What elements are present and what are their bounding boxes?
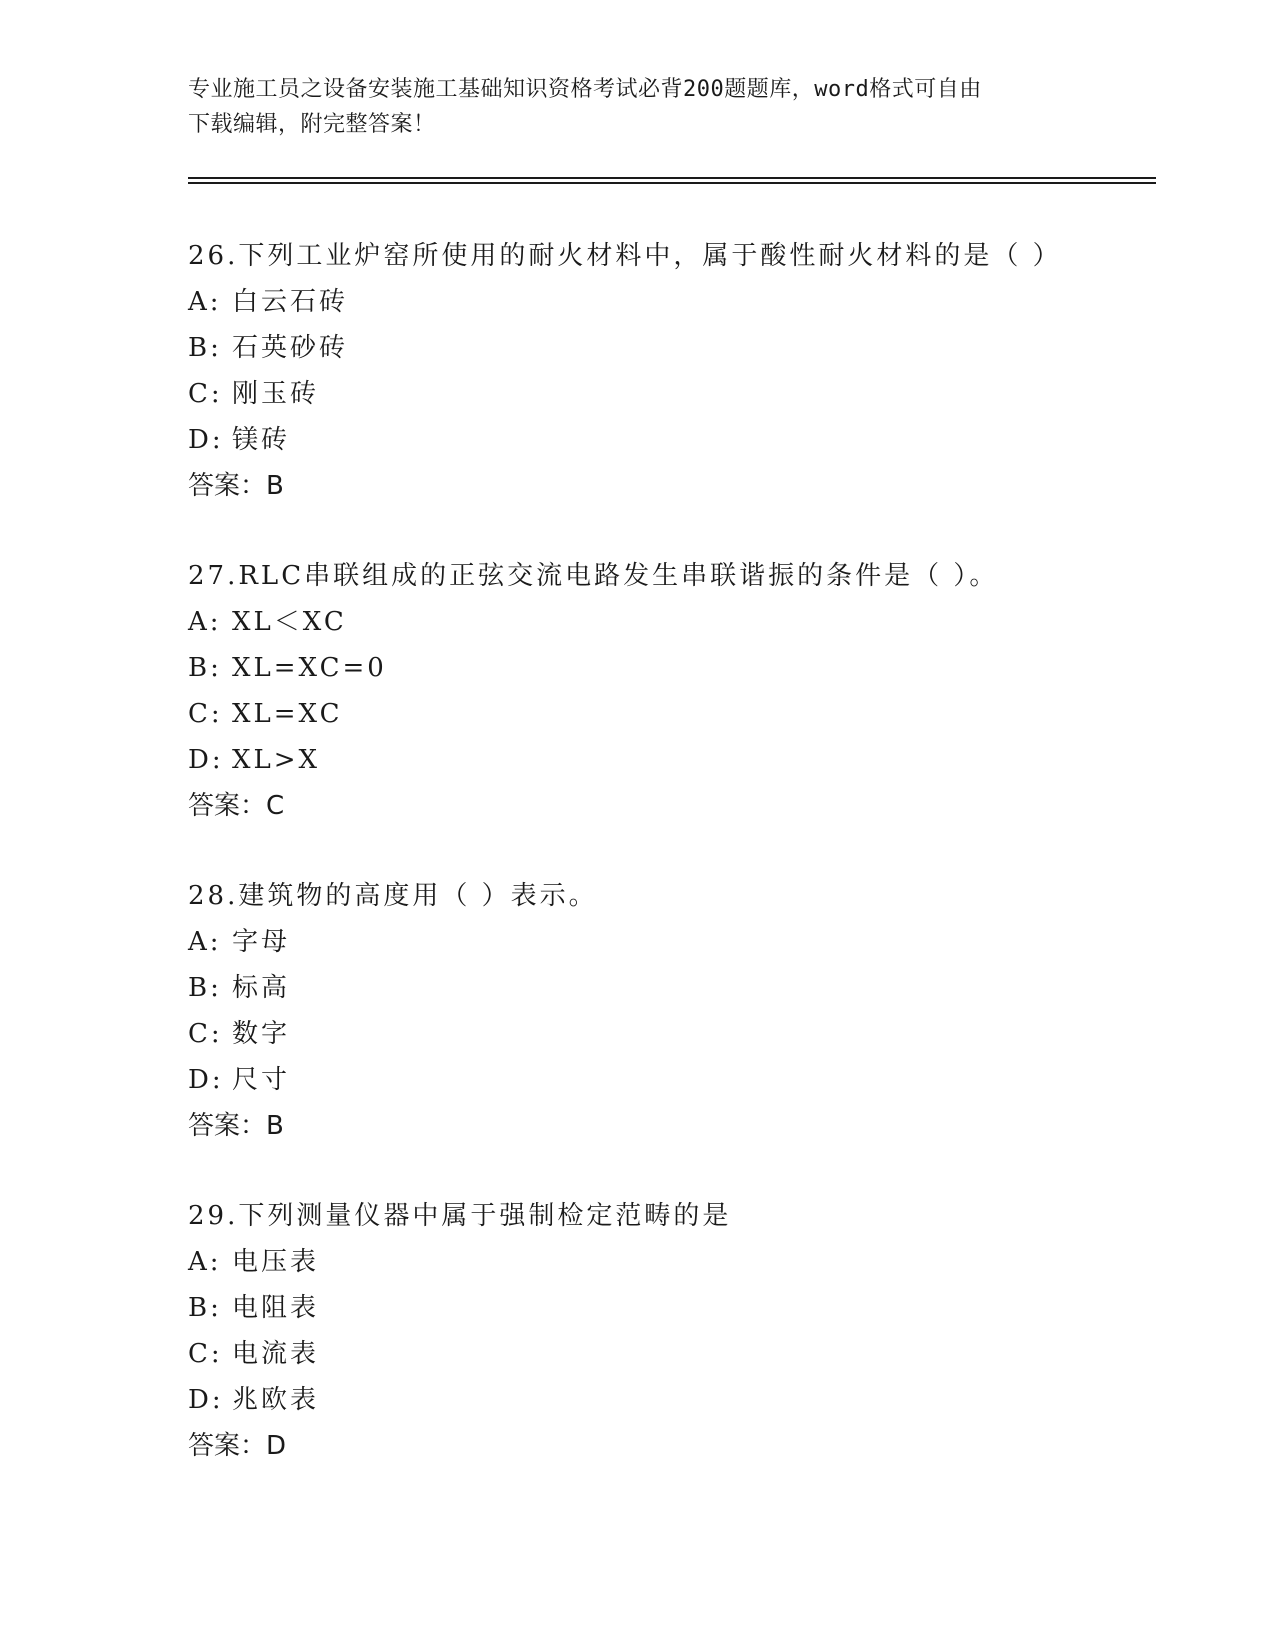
option-text: 数字 (232, 1019, 291, 1049)
option-text: 镁砖 (232, 425, 291, 455)
option-b (188, 325, 1148, 371)
header-divider-top (188, 177, 1156, 179)
option-c (188, 1011, 1148, 1057)
option-text: 兆欧表 (232, 1385, 320, 1415)
option-text: XL>X (232, 745, 321, 775)
option-a (188, 919, 1148, 965)
option-text: 字母 (232, 927, 291, 957)
option-letter: D: (188, 1065, 224, 1095)
option-text: 电流表 (232, 1339, 320, 1369)
question-block (188, 1193, 1148, 1469)
option-letter: B: (188, 653, 222, 683)
option-letter: C: (188, 379, 223, 409)
question-stem: 29.下列测量仪器中属于强制检定范畴的是 (188, 1201, 732, 1231)
option-a (188, 1239, 1148, 1285)
question-stem: 28.建筑物的高度用（ ）表示。 (188, 881, 598, 911)
option-letter: B: (188, 333, 222, 363)
option-letter: A: (188, 607, 222, 637)
option-letter: D: (188, 425, 224, 455)
option-b (188, 1285, 1148, 1331)
option-text: 电阻表 (232, 1293, 320, 1323)
header-line-2: 下载编辑，附完整答案！ (188, 112, 436, 137)
option-letter: A: (188, 927, 222, 957)
option-a (188, 279, 1148, 325)
question-block (188, 553, 1148, 829)
option-c (188, 1331, 1148, 1377)
header-divider-bottom (188, 182, 1156, 184)
answer-line: 答案：D (188, 1431, 287, 1461)
option-a (188, 599, 1148, 645)
option-letter: C: (188, 1019, 223, 1049)
option-c (188, 691, 1148, 737)
option-text: 电压表 (232, 1247, 320, 1277)
option-d (188, 737, 1148, 783)
option-c (188, 371, 1148, 417)
header-line-1: 专业施工员之设备安装施工基础知识资格考试必背200题题库，word格式可自由 (188, 77, 982, 102)
option-text: 石英砂砖 (232, 333, 349, 363)
option-d (188, 1377, 1148, 1423)
answer-line: 答案：B (188, 471, 284, 501)
question-block (188, 233, 1148, 509)
answer-line: 答案：C (188, 791, 285, 821)
option-letter: B: (188, 973, 222, 1003)
option-letter: A: (188, 1247, 222, 1277)
option-letter: D: (188, 745, 224, 775)
answer-line: 答案：B (188, 1111, 284, 1141)
option-text: 标高 (232, 973, 291, 1003)
question-stem: 27.RLC串联组成的正弦交流电路发生串联谐振的条件是（ ）。 (188, 561, 999, 591)
option-text: XL＜XC (232, 607, 347, 637)
question-block (188, 873, 1148, 1149)
option-d (188, 1057, 1148, 1103)
option-text: 尺寸 (232, 1065, 291, 1095)
option-b (188, 965, 1148, 1011)
option-letter: C: (188, 699, 223, 729)
option-d (188, 417, 1148, 463)
option-letter: A: (188, 287, 222, 317)
option-text: 白云石砖 (232, 287, 349, 317)
question-stem: 26.下列工业炉窑所使用的耐火材料中，属于酸性耐火材料的是（ ） (188, 241, 1062, 271)
option-letter: C: (188, 1339, 223, 1369)
option-b (188, 645, 1148, 691)
option-text: XL=XC (232, 699, 343, 729)
option-letter: D: (188, 1385, 224, 1415)
option-text: XL=XC=0 (232, 653, 387, 683)
document-header (188, 72, 1088, 142)
option-text: 刚玉砖 (232, 379, 320, 409)
option-letter: B: (188, 1293, 222, 1323)
